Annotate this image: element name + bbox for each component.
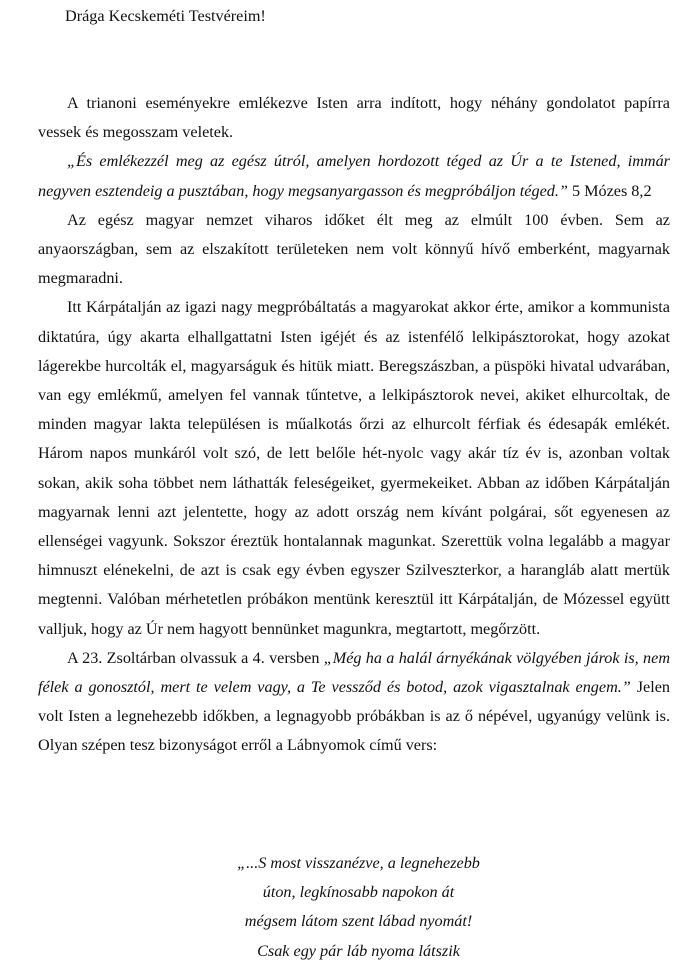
scripture-reference: 5 Mózes 8,2: [567, 181, 652, 200]
letter-salutation: Drága Kecskeméti Testvéreim!: [65, 7, 266, 25]
poem-line: úton, legkínosabb napokon át: [262, 883, 455, 902]
paragraph-karpatalja: Itt Kárpátalján az igazi nagy megpróbáltatás a magyarokat akkor érte, amikor a kommunista diktatúra, úgy akarta elhallgattatni Isten igéjét és az istenfélő lelkipásztorokat, hogy azokat lágerekbe hurcolták el, magyarságuk és hitük miatt. Beregszászban, a püspöki hivatal udvarában, van egy emlékmű, amelyen fel vannak tűntetve, a lelkipásztorok nevei, akiket elhurcoltak, de minden magyar lakta településen is műalkotás őrzi az elhurcolt férfiak és édesapák emlékét. Három napos munkáról volt szó, de lett belőle hét-nyolc vagy akár tíz év is, azonban voltak sokan, akik soha többet nem láthatták feleségeiket, gyermekeiket. Abban az időben Kárpátalján magyarnak lenni azt jelentette, hogy az adott ország nem kívánt polgárai, sőt egyenesen az ellenségei vagyunk. Sokszor éreztük hontalannak magunkat. Szerettük volna legalább a magyar himnuszt elénekelni, de azt is csak egy évben egyszer Szilveszterkor, a harangláb alatt mertük megtenni. Valóban mérhetetlen próbákon mentünk keresztül itt Kárpátalján, de Mózessel együtt valljuk, hogy az Úr nem hagyott bennünket magunkra, megtartott, megőrzött.: [38, 298, 670, 638]
poem-block: [0, 849, 700, 966]
paragraph-psalm: [38, 644, 670, 761]
paragraph-nation: Az egész magyar nemzet viharos időket élt meg az elmúlt 100 évben. Sem az anyaországban, sem az elszakított területeken nem volt könnyű hívő emberként, magyarnak megmaradni.: [38, 210, 670, 288]
psalm-intro: A 23. Zsoltárban olvassuk a 4. versben: [67, 648, 324, 667]
poem-line: mégsem látom szent lábad nyomát!: [244, 912, 473, 931]
paragraph-scripture: [38, 147, 670, 205]
letter-body: [38, 89, 670, 761]
poem-line: „...S most visszanézve, a legnehezebb: [237, 854, 480, 872]
paragraph-intro: A trianoni eseményekre emlékezve Isten arra indított, hogy néhány gondolatot papírra vessek és megosszam veletek.: [38, 94, 670, 142]
poem-line: Csak egy pár láb nyoma látszik: [257, 941, 460, 960]
psalm-quote: „Még ha a halál árnyékának völgyében járok is, nem félek a gonosztól, mert te velem vagy, a Te vessződ és botod, azok vigasztalnak engem.”: [38, 648, 671, 697]
scripture-quote: „És emlékezzél meg az egész útról, amelyen hordozott téged az Úr a te Istened, immár negyven esztendeig a pusztában, hogy megsanyargasson és megpróbáljon téged.”: [38, 152, 670, 200]
psalm-comment: Jelen volt Isten a legnehezebb időkben, a legnagyobb próbákban is az ő népével, ugyanúgy velünk is. Olyan szépen tesz bizonyságot erről a Lábnyomok című vers:: [38, 678, 670, 755]
